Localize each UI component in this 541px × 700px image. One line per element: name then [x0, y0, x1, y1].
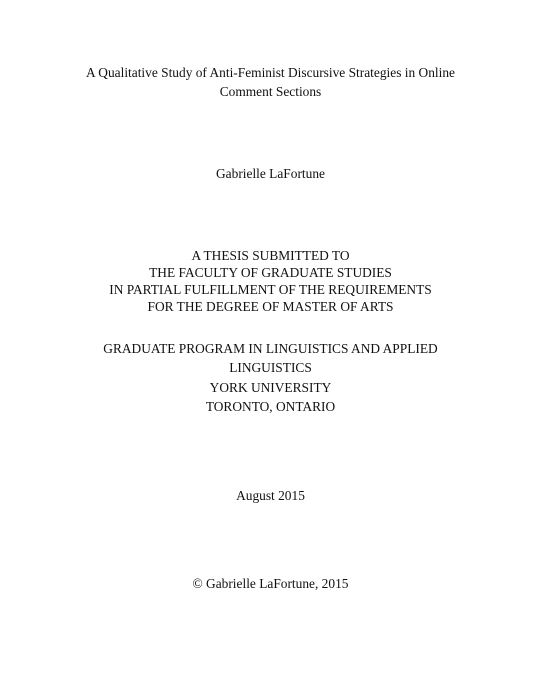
- submission-line: A THESIS SUBMITTED TO: [191, 248, 350, 263]
- program-line: YORK UNIVERSITY: [209, 379, 332, 395]
- author-name: [0, 164, 541, 183]
- submission-line: FOR THE DEGREE OF MASTER OF ARTS: [147, 299, 394, 314]
- thesis-title: [0, 63, 541, 101]
- submission-line: IN PARTIAL FULFILLMENT OF THE REQUIREMENTS: [109, 282, 432, 297]
- author-name-text: Gabrielle LaFortune: [216, 166, 325, 181]
- submission-statement: [0, 247, 541, 315]
- thesis-title-line: A Qualitative Study of Anti-Feminist Discursive Strategies in Online: [86, 65, 455, 80]
- program-line: LINGUISTICS: [229, 360, 312, 376]
- program-line: TORONTO, ONTARIO: [205, 398, 336, 414]
- copyright-notice: [0, 574, 541, 593]
- thesis-title-line: Comment Sections: [219, 84, 322, 99]
- submission-date-text: August 2015: [236, 488, 305, 503]
- program-affiliation: [0, 339, 541, 416]
- submission-line: THE FACULTY OF GRADUATE STUDIES: [149, 265, 392, 280]
- copyright-text: © Gabrielle LaFortune, 2015: [192, 576, 349, 591]
- submission-date: [0, 486, 541, 505]
- program-line: GRADUATE PROGRAM IN LINGUISTICS AND APPLIED: [103, 341, 438, 356]
